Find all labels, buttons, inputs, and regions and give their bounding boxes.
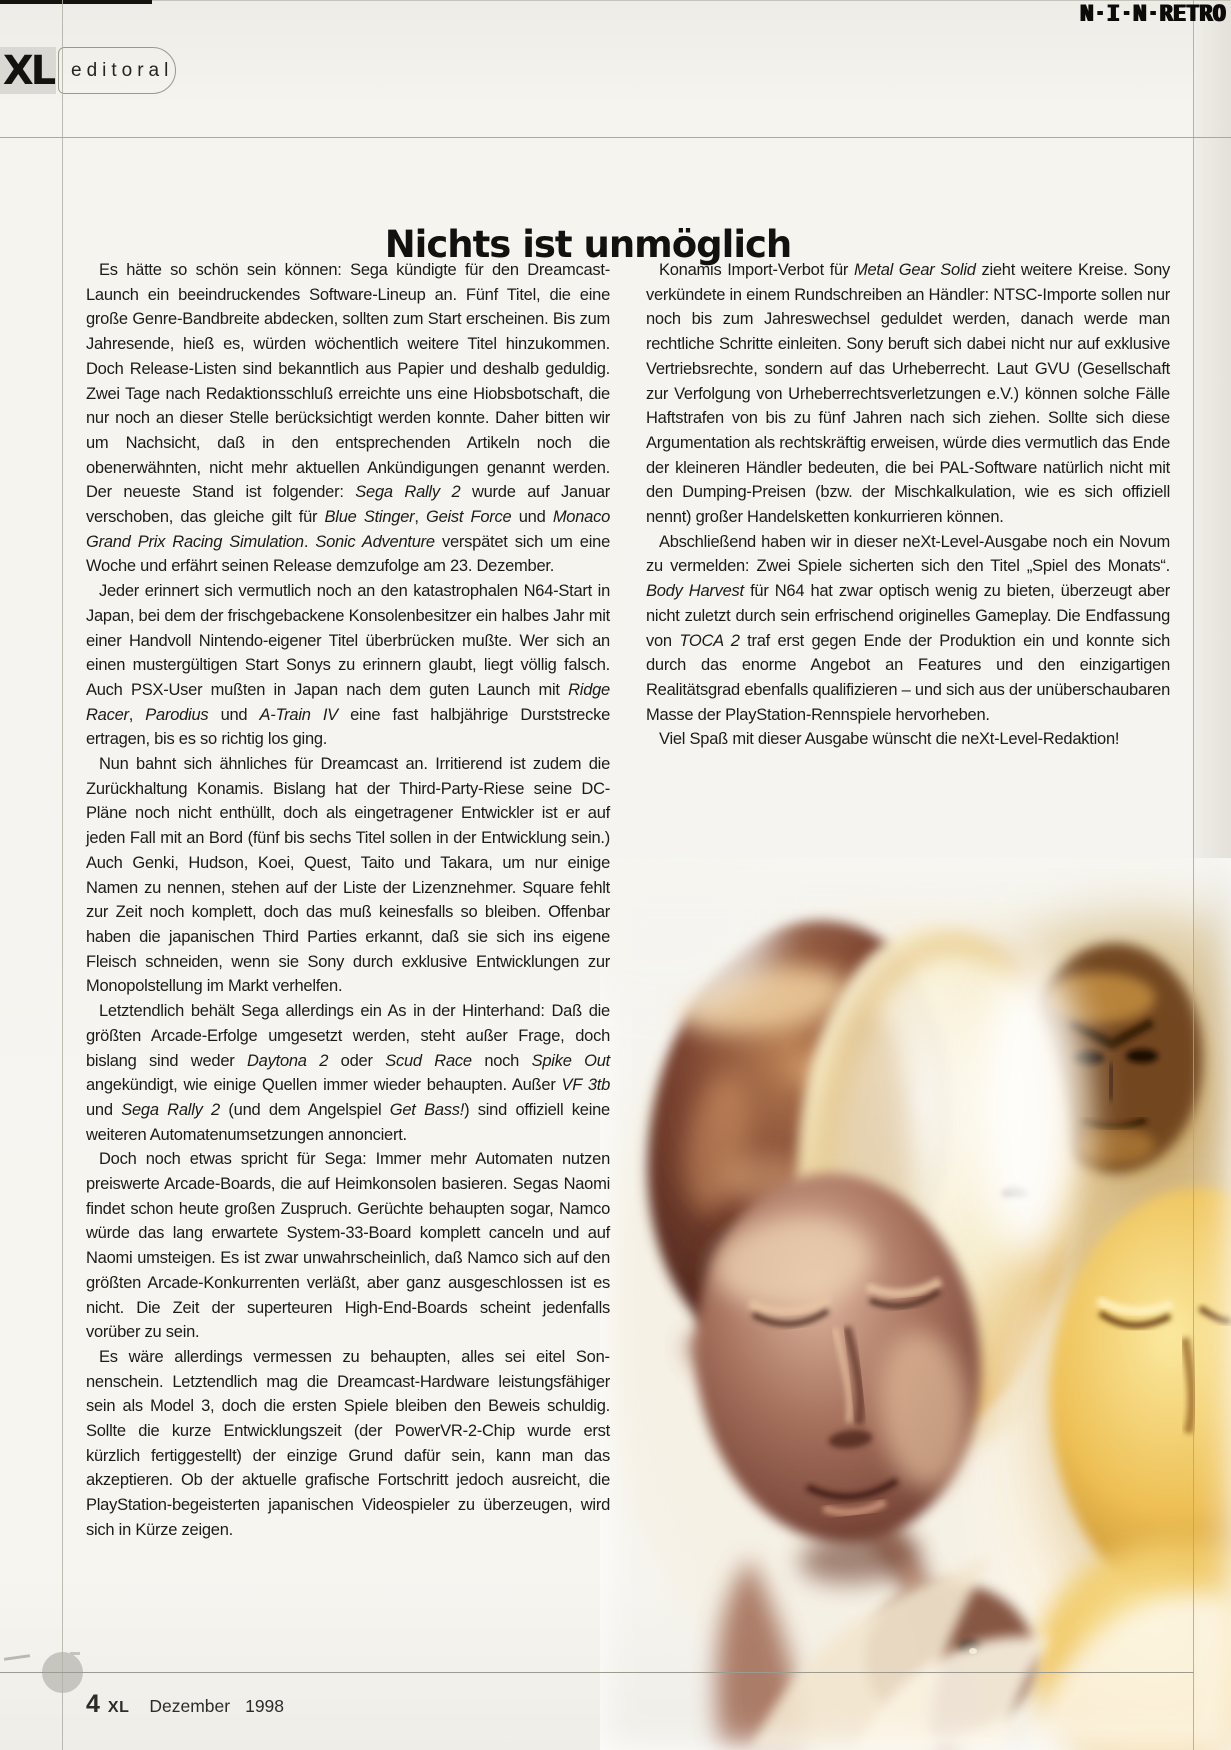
- footer-issue-month: Dezember: [149, 1696, 231, 1716]
- paragraph: Doch noch etwas spricht für Sega: Immer mehr Automaten nutzen preiswerte Arcade-Boards, die auf Heimkonsolen basieren. Segas Naomi findet schon heute großen Zuspruch. Gerüchte behaupten sogar, Namco würde das lang erwartete System-33-Board komplett canceln und auf Naomi umsteigen. Es ist zwar unwahrscheinlich, daß Namco sich auf den größten Arcade-Konkurrenten verläßt, aber ganz ausgeschlossen ist es nicht. Die Zeit der superteuren High-End-Boards scheint jedenfalls vorüber zu sein.: [86, 1150, 610, 1342]
- paragraph: Jeder erinnert sich vermutlich noch an den katastrophalen N64-Start in Japan, bei dem der frischgebackene Konsolenbesitzer ein halbes Jahr mit einer Handvoll Nintendo-eigener Titel überbrücken mußte. Wer sich an einen mustergültigen Start Sonys zu erinnern glaubt, liegt völlig falsch. Auch PSX-User mußten in Japan nach dem guten Launch mit Ridge Racer, Parodius und A-Train IV eine fast halbjährige Durststrecke ertragen, bis es so richtig los ging.: [86, 582, 611, 749]
- margin-line: [62, 0, 63, 1750]
- paragraph: Letztendlich behält Sega allerdings ein As in der Hinterhand: Daß die größten Arcade-Erfolge umgesetzt werden, steht außer Frage, doch bislang sind weder Daytona 2 oder Scud Race noch Spike Out angekündigt, wie einige Quellen immer wieder behaupten. Außer VF 3tb und Sega Rally 2 (und dem Angelspiel Get Bass!) sind offiziell keine weiteren Automatenumsetzungen annonciert.: [86, 1002, 611, 1144]
- paragraph: Konamis Import-Verbot für Metal Gear Solid zieht weitere Kreise. Sony verkündete in einem Rundschreiben an Händler: NTSC-Importe sollen nur noch bis zum Jahreswechsel geduldet werden, danach werde man rechtliche Schritte einleiten. Sony beruft sich dabei nicht nur auf exklusive Vertriebsrechte, sondern auf das Urheberrecht. Laut GVU (Gesellschaft zur Verfolgung von Urheberrechtsverletzungen e.V.) können solche Fälle Haftstrafen von bis zu fünf Jahren nach sich ziehen. Sollte sich diese Argumentation als rechtskräftig erweisen, würde dies vermutlich das Ende der kleineren Händler bedeuten, die bei PAL-Software natürlich nicht mit den Dumping-Preisen (bzw. der Mischkalkulation, wie es sich offiziell nennt) großer Handelsketten konkurrieren können.: [646, 261, 1171, 527]
- top-corner-artifact: [0, 0, 152, 4]
- closing-line: Viel Spaß mit dieser Ausgabe wünscht die neXt-Level-Redaktion!: [659, 730, 1120, 749]
- article-title: Nichts ist unmöglich: [384, 222, 792, 266]
- section-tab-editoral: [58, 47, 176, 94]
- footer-rule: [0, 1672, 1194, 1673]
- footer: [86, 1690, 284, 1719]
- right-column: [646, 258, 1170, 752]
- top-edge-line: [0, 0, 1231, 1]
- footer-page-number: 4: [86, 1690, 99, 1718]
- footer-magazine-label: XL: [107, 1699, 130, 1716]
- section-tab-label: editoral: [71, 59, 174, 81]
- header-rule: [0, 137, 1231, 138]
- footer-issue-year: 1998: [245, 1696, 285, 1716]
- faces-artwork-svg: [600, 858, 1231, 1750]
- paragraph: Nun bahnt sich ähnliches für Dreamcast an. Irritierend ist zudem die Zurückhaltung Konamis. Bislang hat der Third-Party-Riese seine DC-Pläne noch nicht enthüllt, doch als eingetragener Entwickler ist er auf jeden Fall mit an Bord (fünf bis sechs Titel sollen in der Entwicklung sein.) Auch Genki, Hudson, Koei, Quest, Taito und Takara, um nur einige Namen zu nennen, stehen auf der Liste der Lizenznehmer. Square fehlt zur Zeit noch komplett, doch das muß keinesfalls so bleiben. Offenbar haben die japanischen Third Parties erkannt, daß sie sich ins eigene Fleisch schneiden, wenn sie Sony durch exklusive Entwicklungen zur Monopolstellung im Markt verhelfen.: [86, 755, 610, 996]
- paragraph: Es wäre allerdings vermessen zu behaupten, alles sei eitel Sonnenschein. Letztendlich mag die Dreamcast-Hardware leistungsfähiger sein als Model 3, doch die ersten Spiele bleiben den Beweis schuldig. Sollte die kurze Entwicklungszeit (der PowerVR-2-Chip wurde erst kürzlich fertiggestellt) der einzige Grund dafür sein, kann man das akzeptieren. Ob der aktuelle grafische Fortschritt jedoch ausreicht, die PlayStation-begeisterten japanischen Videospieler zu überzeugen, wird sich in Kürze zeigen.: [86, 1347, 610, 1539]
- left-column: [86, 258, 610, 1543]
- scan-edge-line: [1193, 0, 1194, 1750]
- watermark-logo: N·I·N·RETRO: [1080, 2, 1226, 27]
- magazine-logo-text: XL: [2, 47, 54, 94]
- paragraph: Es hätte so schön sein können: Sega kündigte für den Dreamcast-Launch ein beeindruckendes Software-Lineup an. Fünf Titel, die eine große Genre-Bandbreite abdecken, sollten zum Start erscheinen. Bis zum Jahresende, hieß es, würden wöchentlich weitere Titel hinzukommen. Doch Release-Listen sind bekanntlich aus Papier und deshalb geduldig. Zwei Tage nach Redaktionsschluß erreichte uns eine Hiobsbotschaft, die nur noch an dieser Stelle berücksichtigt werden konnte. Daher bitten wir um Nachsicht, daß in den entsprechenden Artikeln noch die obenerwähnten, nicht mehr aktuellen Ankündigungen genannt werden. Der neueste Stand ist folgender: Sega Rally 2 wurde auf Januar verschoben, das gleiche gilt für Blue Stinger, Geist Force und Monaco Grand Prix Racing Simulation. Sonic Adventure verspätet sich um eine Woche und erfährt seinen Release demzufolge am 23. Dezember.: [86, 261, 611, 576]
- scan-mark: [4, 1654, 30, 1661]
- faces-artwork: [600, 858, 1231, 1750]
- magazine-logo: [0, 47, 56, 94]
- paragraph: Abschließend haben wir in dieser neXt-Level-Ausgabe noch ein Novum zu vermelden: Zwei Spiele sicherten sich den Titel „Spiel des Monats“. Body Harvest für N64 hat zwar optisch wenig zu bieten, überzeugt aber nicht zuletzt durch sein erfrischend originelles Gameplay. Die Endfassung von TOCA 2 traf erst gegen Ende der Produktion ein und konnte sich durch das enorme Angebot an Features und den einzigartigen Realitätsgrad ebenfalls qualifizieren – und sich aus der unüberschaubaren Masse der PlayStation-Rennspiele hervorheben.: [646, 532, 1170, 724]
